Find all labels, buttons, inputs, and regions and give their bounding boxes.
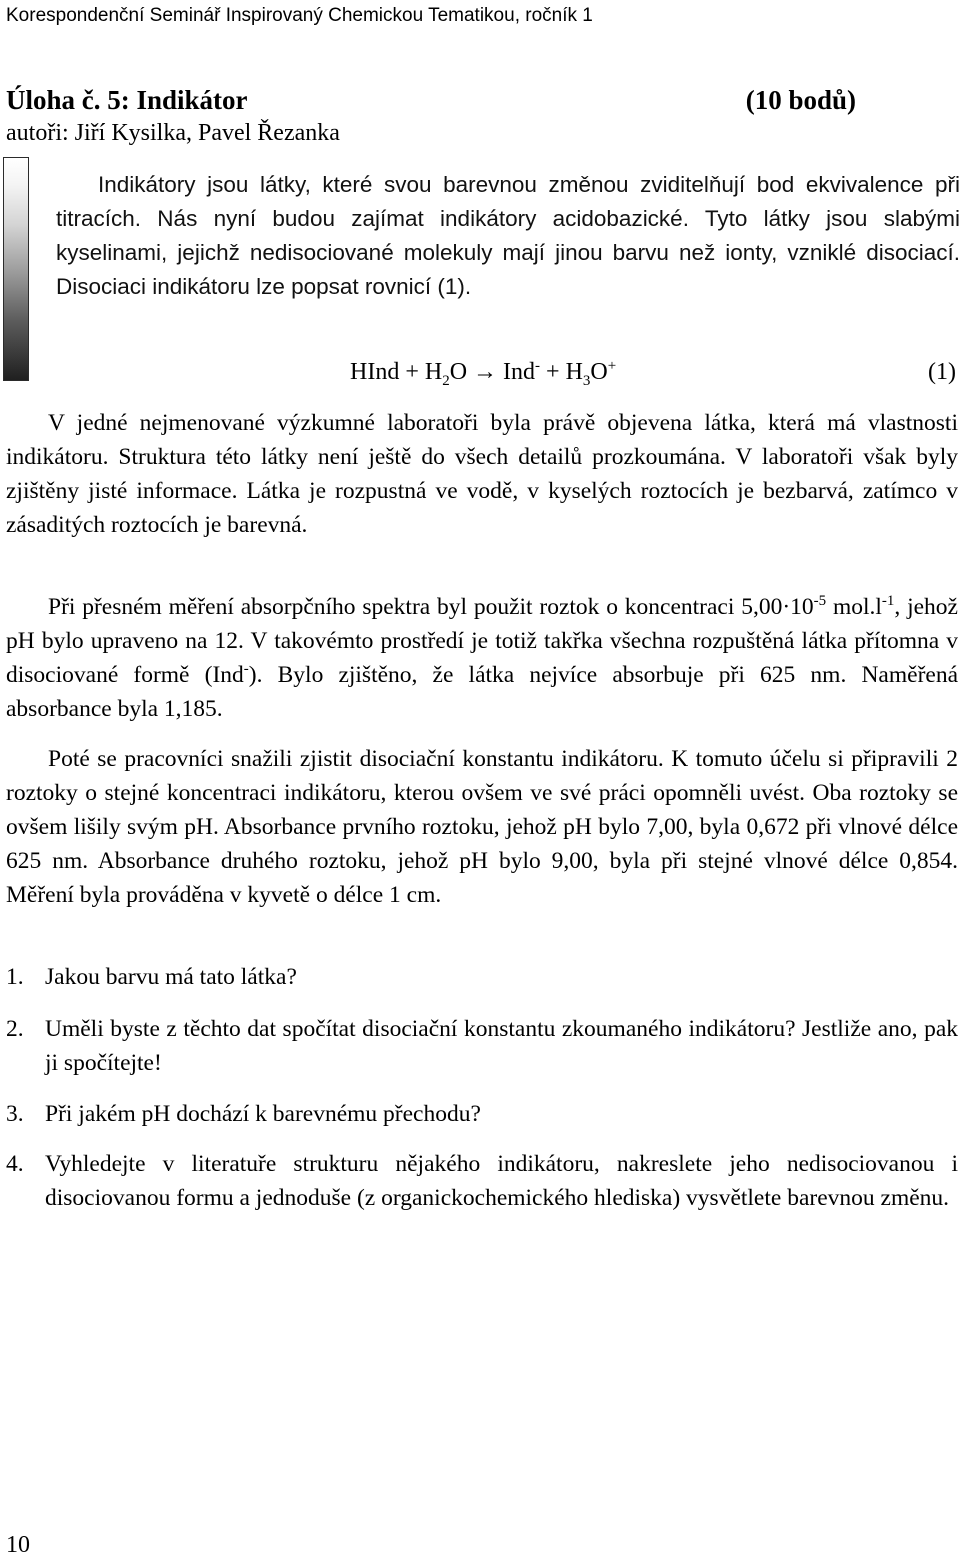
running-header: Korespondenční Seminář Inspirovaný Chemickou Tematikou, ročník 1 bbox=[6, 5, 593, 26]
equation-superscript: + bbox=[607, 358, 617, 374]
superscript: -1 bbox=[881, 593, 895, 610]
question-number: 4. bbox=[6, 1151, 24, 1177]
equation-part: HInd + H bbox=[350, 359, 443, 385]
question-text: Uměli byste z těchto dat spočítat disociační konstantu zkoumaného indikátoru? Jestliže ano, pak ji spočítejte! bbox=[45, 1016, 958, 1076]
equation-part: + H bbox=[540, 359, 583, 385]
question-text: Vyhledejte v literatuře strukturu nějakého indikátoru, nakreslete jeho nedisociovanou i disociovanou formu a jednoduše (z organickochemického hlediska) vysvětlete barevnou změnu. bbox=[45, 1151, 958, 1211]
question-number: 3. bbox=[6, 1101, 24, 1127]
paragraph-text: , jehož pH bylo upraveno na 12. V takovémto prostředí je totiž takřka všechna rozpuštěná látka přítomna v disociované formě (Ind bbox=[6, 594, 958, 688]
superscript: -5 bbox=[813, 593, 827, 610]
question-number: 2. bbox=[6, 1016, 24, 1042]
task-points: (10 bodů) bbox=[745, 85, 856, 115]
equation-number: (1) bbox=[928, 359, 956, 385]
task-authors: autoři: Jiří Kysilka, Pavel Řezanka bbox=[6, 120, 340, 146]
question-text: Jakou barvu má tato látka? bbox=[45, 964, 297, 990]
question-text: Při jakém pH dochází k barevnému přechodu? bbox=[45, 1101, 481, 1127]
paragraph-text: mol.l bbox=[826, 594, 882, 620]
intro-paragraph: Indikátory jsou látky, které svou barevnou změnou zviditelňují bod ekvivalence při titracích. Nás nyní budou zajímat indikátory acidobazické. Tyto látky jsou slabými kyselinami, jejichž nedisociované molekuly mají jinou barvu než ionty, vzniklé disociací. Disociaci indikátoru lze popsat rovnicí (1). bbox=[56, 172, 960, 299]
dissociation-equation bbox=[350, 355, 616, 389]
paragraph-text: ). Bylo zjištěno, že látka nejvíce absorbuje při 625 nm. Naměřená absorbance byla 1,185. bbox=[6, 662, 959, 722]
superscript: - bbox=[243, 661, 249, 678]
equation-superscript: - bbox=[535, 358, 541, 374]
paragraph-spectrum bbox=[6, 590, 958, 726]
page-number: 10 bbox=[6, 1532, 30, 1558]
equation-part: O → Ind bbox=[449, 359, 536, 385]
equation-part: O bbox=[590, 359, 608, 385]
gradient-bar-decoration bbox=[3, 157, 29, 381]
paragraph-discovery: V jedné nejmenované výzkumné laboratoři byla právě objevena látka, která má vlastnosti indikátoru. Struktura této látky není ještě do všech detailů prozkoumána. V laboratoři však byly zjištěny jisté informace. Látka je rozpustná ve vodě, v kyselých roztocích je bezbarvá, zatímco v zásaditých roztocích je barevná. bbox=[6, 410, 958, 538]
equation-subscript: 3 bbox=[582, 372, 591, 389]
equation-subscript: 2 bbox=[442, 372, 450, 389]
paragraph-text: Při přesném měření absorpčního spektra byl použit roztok o koncentraci 5,00·10 bbox=[48, 594, 814, 620]
question-number: 1. bbox=[6, 964, 24, 990]
task-title: Úloha č. 5: Indikátor bbox=[6, 85, 248, 115]
paragraph-dissociation-constant: Poté se pracovníci snažili zjistit disociační konstantu indikátoru. K tomuto účelu si připravili 2 roztoky o stejné koncentraci indikátoru, kterou ovšem ve své práci opomněli uvést. Oba roztoky se ovšem lišily svým pH. Absorbance prvního roztoku, jehož pH bylo 7,00, byla 0,672 při vlnové délce 625 nm. Absorbance druhého roztoku, jehož pH bylo 9,00, byla při stejné vlnové délce 0,854. Měření byla prováděna v kyvetě o délce 1 cm. bbox=[6, 746, 958, 908]
